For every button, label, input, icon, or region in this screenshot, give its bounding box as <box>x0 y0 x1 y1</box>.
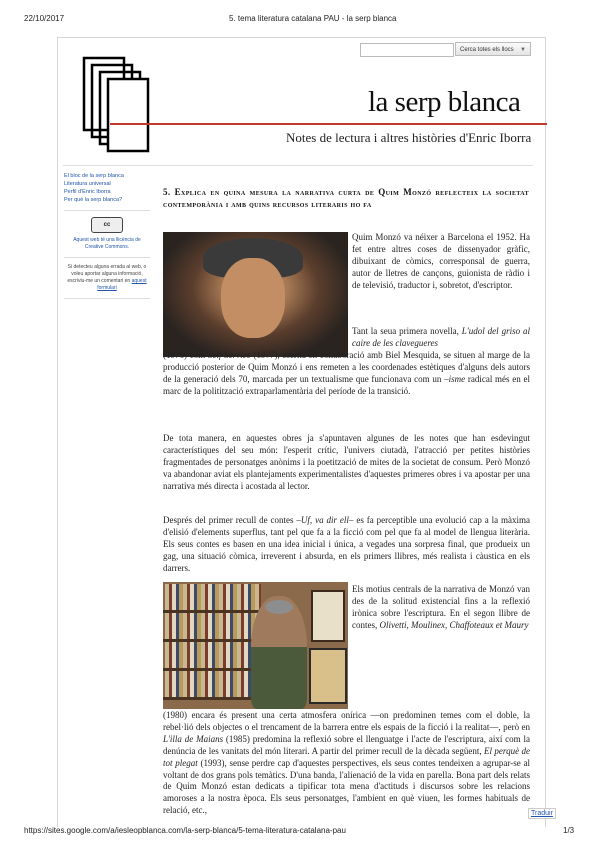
paragraph-1: Quim Monzó va néixer a Barcelona el 1952. Ha fet entre altres coses de dissenyador gràfic, dibuixant de còmics, corresponsal de guerra, autor de lletres de cançons, guionista de ràdio i de televisió, traductor i, sobretot, d'escriptor. <box>352 232 530 290</box>
p5-text-mid2: (1985) predomina la reflexió sobre el llenguatge i l'acte de l'escriptura, així com la denúncia de les vanitats del món literari. A partir del primer recull de la dècada següent, <box>163 733 530 756</box>
p2-text-end: radical més en el marc de la politització extraparlamentària del període de la transició. <box>163 373 530 396</box>
site-logo <box>80 55 160 155</box>
search-scope-label: Cerca totes els llocs <box>460 47 514 53</box>
sidebar-link-perque[interactable]: Per què la serp blanca? <box>64 197 123 203</box>
paragraph-2 <box>352 326 530 350</box>
paragraph-3: De tota manera, en aquestes obres ja s'apuntaven algunes de les notes que han esdevingut característiques del seu món: l'esperit crític, l'univers ciutadà, l'atracció per petites històries fragmentades de personatges anònims i la poetització de mites de la societat de consum. Però Monzó va abandonar aviat els plantejaments experimentalistes d'aquestes primeres obres i va apostar per una narrativa més directa i acostada al lector. <box>163 433 530 491</box>
paragraph-5 <box>352 584 530 632</box>
work-title-illa: L'illa de Maians <box>163 733 224 744</box>
work-title-udol: L'udol del griso al caire de les clavegueres <box>352 326 531 348</box>
paragraph-4 <box>163 515 530 575</box>
p5-text-start: Els motius centrals de la narrativa de Monzó van des de la solitud existencial fins a la reflexió irònica sobre l'escriptura. En el segon llibre de contes, <box>352 584 530 630</box>
p2-text-start: Tant la seua primera novella, <box>352 326 459 336</box>
ism-term: –isme <box>444 373 466 384</box>
sidebar <box>64 172 150 299</box>
p5-text-end: (1993), sense perdre cap d'aquestes perspectives, els seus contes tendeixen a agrupar-se al voltant de dos grans pols temàtics. D'una banda, l'alienació de la vida en parella. Bona part dels relats de Quim Monzó estan dedicats a tipificar tota mena d'actituds i discursos sobre les relacions amoroses a la nostra època. Els seus personatges, l'ambient en què viuen, les formes habituals de relació, etc., <box>163 757 530 816</box>
paragraph-5-cont <box>163 710 530 817</box>
author-library-photo <box>163 582 348 709</box>
title-rule <box>110 123 547 125</box>
work-title-olivetti: Olivetti, Moulinex, Chaffoteaux et Maury <box>379 619 529 630</box>
work-title-uf: –Uf, va dir ell– <box>296 515 354 525</box>
header-divider <box>63 165 533 166</box>
sidebar-link-perfil[interactable]: Perfil d'Enric Iborra <box>64 189 111 195</box>
license-text[interactable]: Aquest web té una llicència de Creative Commons. <box>73 237 141 250</box>
post-title: 5. Explica en quina mesura la narrativa curta de Quim Monzó reflecteix la societat contemporània i amb quins recursos literaris ho fa <box>163 187 529 209</box>
print-page-number: 1/3 <box>563 826 575 835</box>
sidebar-link-literatura[interactable]: Literatura universal <box>64 181 111 187</box>
print-date: 22/10/2017 <box>24 14 65 23</box>
chevron-down-icon: ▼ <box>520 47 526 53</box>
contact-note-text: Si detecteu alguna errada al web, o voleu aportar alguna informació, escriviu-me un comentari en <box>67 264 147 284</box>
search-scope-button[interactable] <box>455 42 531 56</box>
p5-text-mid1: (1980) encara és present una certa atmosfera onírica —on predominen temes com el doble, la rebel·lió dels objectes o el trencament de la barrera entre els espais de la ficció i la realitat—, però en <box>163 710 530 732</box>
sidebar-link-bloc[interactable]: El bloc de la serp blanca <box>64 173 124 179</box>
license-box <box>64 210 150 251</box>
translate-button[interactable]: Traduir <box>528 808 556 819</box>
print-page-title: 5. tema literatura catalana PAU - la serp blanca <box>229 14 397 23</box>
contact-form-link[interactable]: aquest formulari <box>97 278 147 291</box>
p2-text-mid1: (1976) com <box>163 350 206 360</box>
work-title-perque: El perquè de tot plegat <box>163 745 530 768</box>
p4-text-start: Després del primer recull de contes <box>163 515 294 525</box>
work-title-self-service: Self Service <box>207 350 251 360</box>
author-portrait-photo <box>163 232 348 357</box>
p4-text-end: es fa perceptible una evolució cap a la màxima d'elisió d'elements superflus, tant pel que fa a la ficció com pel que fa al model de llengua literària. Els seus contes es basen en una idea inicial i única, a vegades una sorpresa final, que produeix un gag, una situació còmica, irreverent i absurda, en els primers llibres, més realista i càustica en els darrers. <box>163 515 531 573</box>
paragraph-2-cont <box>163 350 530 398</box>
p2-text-mid2: (1977), escrita en collaboració amb Biel Mesquida, se situen al marge de la producció posterior de Quim Monzó i ens remeten a les coordenades estètiques d'alguns dels autors de la generació dels 70, marcada per un textualisme que funcionava com un <box>163 350 531 384</box>
print-url: https://sites.google.com/a/iesleopblanca.com/la-serp-blanca/5-tema-literatura-catalana-pau <box>24 826 346 835</box>
site-subtitle: Notes de lectura i altres històries d'Enric Iborra <box>286 130 532 145</box>
creative-commons-icon[interactable]: cc <box>91 217 123 233</box>
contact-note <box>64 257 150 299</box>
search-input[interactable] <box>360 43 454 57</box>
site-title: la serp blanca <box>368 86 521 118</box>
